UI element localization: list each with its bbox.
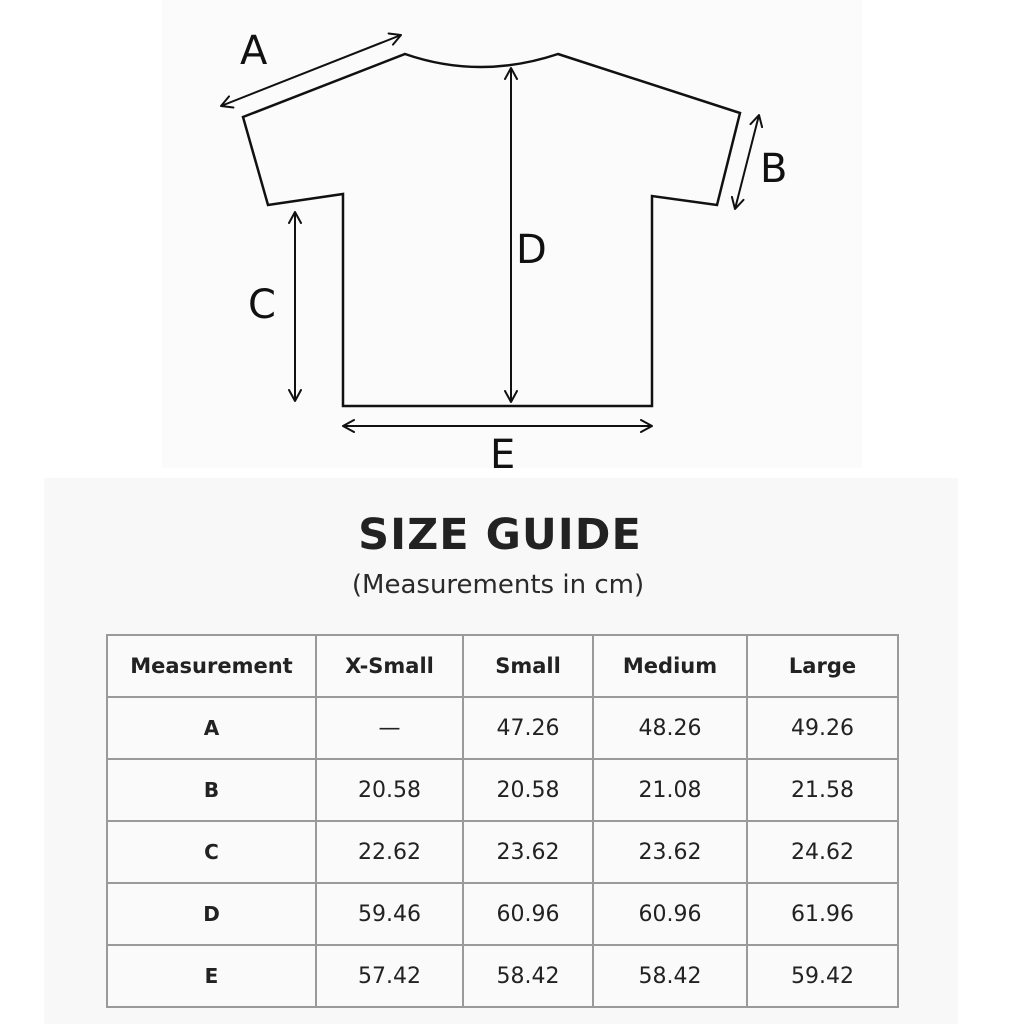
measure-b-arrow	[735, 115, 759, 209]
row-key-cell: D	[107, 883, 316, 945]
row-key-cell: C	[107, 821, 316, 883]
column-header-x-small: X-Small	[316, 635, 463, 697]
table-cell: 24.62	[747, 821, 898, 883]
page-title: SIZE GUIDE	[358, 510, 642, 560]
table-cell: 21.58	[747, 759, 898, 821]
table-header-row	[107, 635, 898, 697]
table-cell: 20.58	[463, 759, 593, 821]
table-cell: 23.62	[463, 821, 593, 883]
table-row	[107, 697, 898, 759]
table-cell: 59.42	[747, 945, 898, 1007]
row-key-cell: A	[107, 697, 316, 759]
measure-c-label: C	[248, 282, 276, 328]
table-row	[107, 821, 898, 883]
table-cell: 58.42	[593, 945, 747, 1007]
table-cell: 60.96	[463, 883, 593, 945]
column-header-large: Large	[747, 635, 898, 697]
table-cell: 58.42	[463, 945, 593, 1007]
table-row	[107, 883, 898, 945]
row-key-cell: E	[107, 945, 316, 1007]
measure-a-label: A	[240, 28, 268, 74]
table-cell: 48.26	[593, 697, 747, 759]
table-cell: —	[316, 697, 463, 759]
table-cell: 47.26	[463, 697, 593, 759]
table-cell: 59.46	[316, 883, 463, 945]
column-header-measurement: Measurement	[107, 635, 316, 697]
page-subtitle: (Measurements in cm)	[351, 570, 645, 600]
measure-b-label: B	[760, 146, 788, 192]
table-cell: 60.96	[593, 883, 747, 945]
table-cell: 23.62	[593, 821, 747, 883]
table-cell: 61.96	[747, 883, 898, 945]
table-cell: 57.42	[316, 945, 463, 1007]
table-cell: 49.26	[747, 697, 898, 759]
column-header-small: Small	[463, 635, 593, 697]
table-cell: 22.62	[316, 821, 463, 883]
row-key-cell: B	[107, 759, 316, 821]
measure-d-label: D	[516, 227, 547, 273]
tshirt-outline	[243, 54, 740, 406]
measure-e-label: E	[490, 432, 516, 478]
column-header-medium: Medium	[593, 635, 747, 697]
table-row	[107, 945, 898, 1007]
table-cell: 20.58	[316, 759, 463, 821]
table-row	[107, 759, 898, 821]
table-cell: 21.08	[593, 759, 747, 821]
tshirt-diagram	[0, 0, 1024, 480]
size-table	[106, 634, 899, 1008]
